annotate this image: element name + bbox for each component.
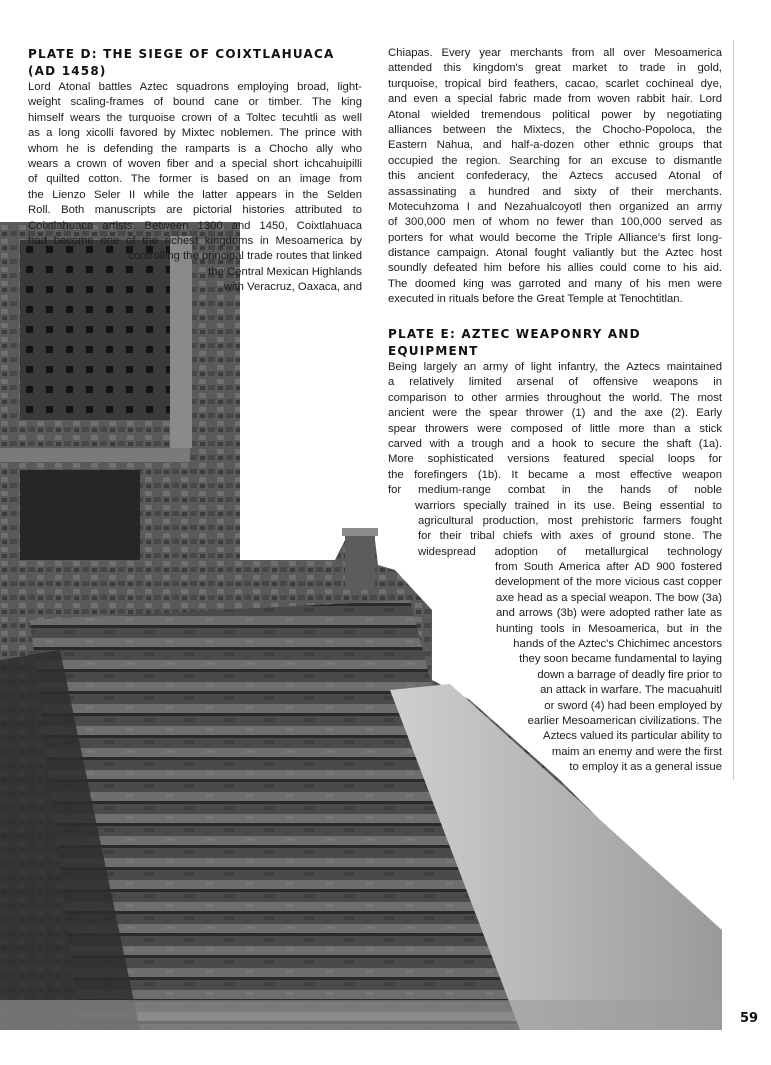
plate-d-column <box>28 46 362 295</box>
body-line: Atonal wielded tremendous political power by negotiating <box>388 108 722 121</box>
body-line: The doomed king was garroted and many of his men were <box>388 277 722 290</box>
body-line: the Central Mexican Highlands <box>208 265 362 278</box>
body-line: himself wears the turquoise crown of a Toltec tecuhtli as well <box>28 111 362 124</box>
body-line: Chiapas. Every year merchants from all over Mesoamerica <box>388 47 722 59</box>
body-line: from South America after AD 900 fostered <box>495 561 722 574</box>
body-line: porters for what would become the Triple Alliance's first long- <box>388 231 722 244</box>
body-line: the forefingers (1b). It became a most effective weapon <box>388 468 722 481</box>
body-line: alliances between the Mixtecs, the Chocho-Popoloca, the <box>388 123 722 136</box>
body-line: occupied the region. Searching for an excuse to dismantle <box>388 154 722 167</box>
body-line: attended this kingdom's great market to trade in gold, <box>388 62 722 75</box>
body-line: hands of the Aztec's Chichimec ancestors <box>513 638 722 651</box>
body-line: Aztecs valued its particular ability to <box>543 730 722 743</box>
body-line: a relatively limited arsenal of offensive weapons in <box>388 376 722 389</box>
plate-d-heading-line1: PLATE D: THE SIEGE OF COIXTLAHUACA <box>28 47 335 61</box>
body-line: Motecuhzoma I and Nezahualcoyotl then organized an army <box>388 200 722 213</box>
body-line: Being largely an army of light infantry, the Aztecs maintained <box>388 361 722 373</box>
body-line: axe head as a special weapon. The bow (3a) <box>496 591 722 604</box>
body-line: and arrows (3b) were adopted rather late as <box>496 607 722 620</box>
body-line: weight scaling-frames of bound cane or timber. The king <box>28 96 362 109</box>
body-line: with Veracruz, Oaxaca, and <box>223 281 362 294</box>
body-line: Eastern Nahua, and half-a-dozen other ethnic groups that <box>388 139 722 152</box>
body-line: turquoise, tropical bird feathers, cacao, scarlet cochineal dye, <box>388 77 722 90</box>
column-rule <box>733 40 734 780</box>
body-line: controlling the principal trade routes that linked <box>128 250 362 263</box>
body-line: warriors specially trained in its use. Being essential to <box>415 499 722 512</box>
body-line: executed in rituals before the Great Temple at Tenochtitlan. <box>388 293 683 306</box>
body-line: More sophisticated versions featured special loops for <box>388 453 722 466</box>
page-number: 59 <box>740 1011 759 1026</box>
body-line: down a barrage of deadly fire prior to <box>537 668 722 681</box>
body-line: whom he is defending the ramparts is a Chocho ally who <box>28 142 362 155</box>
body-line: Roll. Both manuscripts are pictorial histories attributed to <box>28 204 362 217</box>
body-line: to employ it as a general issue <box>569 761 722 774</box>
body-line: or sword (4) had been employed by <box>544 699 722 712</box>
body-line: widespread adoption of metallurgical technology <box>418 545 722 558</box>
plate-d-heading-line2: (AD 1458) <box>28 64 107 78</box>
body-line: distance campaign. Atonal fought valiantly but the Aztec host <box>388 247 722 260</box>
body-line: for medium-range combat in the hands of noble <box>388 484 722 497</box>
body-line: soundly defeated him before his allies could come to his aid. <box>388 262 722 275</box>
body-line: comparison to other armies throughout the world. The most <box>388 391 722 404</box>
body-line: Lord Atonal battles Aztec squadrons employing broad, light- <box>28 81 362 93</box>
body-line: maim an enemy and were the first <box>551 745 722 758</box>
body-line: development of the more vicious cast copper <box>495 576 722 589</box>
body-line: had become one of the richest kingdoms in Mesoamerica by <box>28 234 362 247</box>
body-line: as a long xicolli favored by Mixtec noblemen. The prince with <box>28 127 362 140</box>
body-line: Coixtlahuaca artists. Between 1300 and 1450, Coixtlahuaca <box>28 219 362 232</box>
body-line: they soon became fundamental to laying <box>519 653 722 666</box>
body-line: wears a crown of woven fiber and a special short ichcahuipilli <box>28 157 362 170</box>
body-line: ancient were the spear thrower (1) and the axe (2). Early <box>388 407 722 420</box>
body-line: of 300,000 men of whom no fewer than 100,000 served as <box>388 216 722 229</box>
plate-e-heading-line2: EQUIPMENT <box>388 344 479 358</box>
plate-e-heading-line1: PLATE E: AZTEC WEAPONRY AND <box>388 327 641 341</box>
body-line: assassinating a hundred and sixty of their merchants. <box>388 185 722 198</box>
body-line: and even a special fabric made from woven rabbit hair. Lord <box>388 93 722 106</box>
body-line: of quilted cotton. The former is based on an image from <box>28 173 362 186</box>
body-line: hunting tools in Mesoamerica, but in the <box>496 622 722 635</box>
body-line: an attack in warfare. The macuahuitl <box>540 684 722 697</box>
plate-e-column <box>388 326 722 776</box>
body-line: this ancient confederacy, the Aztecs accused Atonal of <box>388 170 722 183</box>
body-line: the Lienzo Seler II while the latter appears in the Selden <box>28 188 362 201</box>
plate-d-continued-column <box>388 46 722 308</box>
body-line: for their tribal chiefs with axes of ground stone. The <box>418 530 722 543</box>
body-line: earlier Mesoamerican civilizations. The <box>527 714 722 727</box>
body-line: carved with a trough and a hook to secure the shaft (1a). <box>388 437 722 450</box>
body-line: spear throwers were composed of little more than a stick <box>388 422 722 435</box>
body-line: agricultural production, most prehistoric farmers fought <box>418 514 722 527</box>
